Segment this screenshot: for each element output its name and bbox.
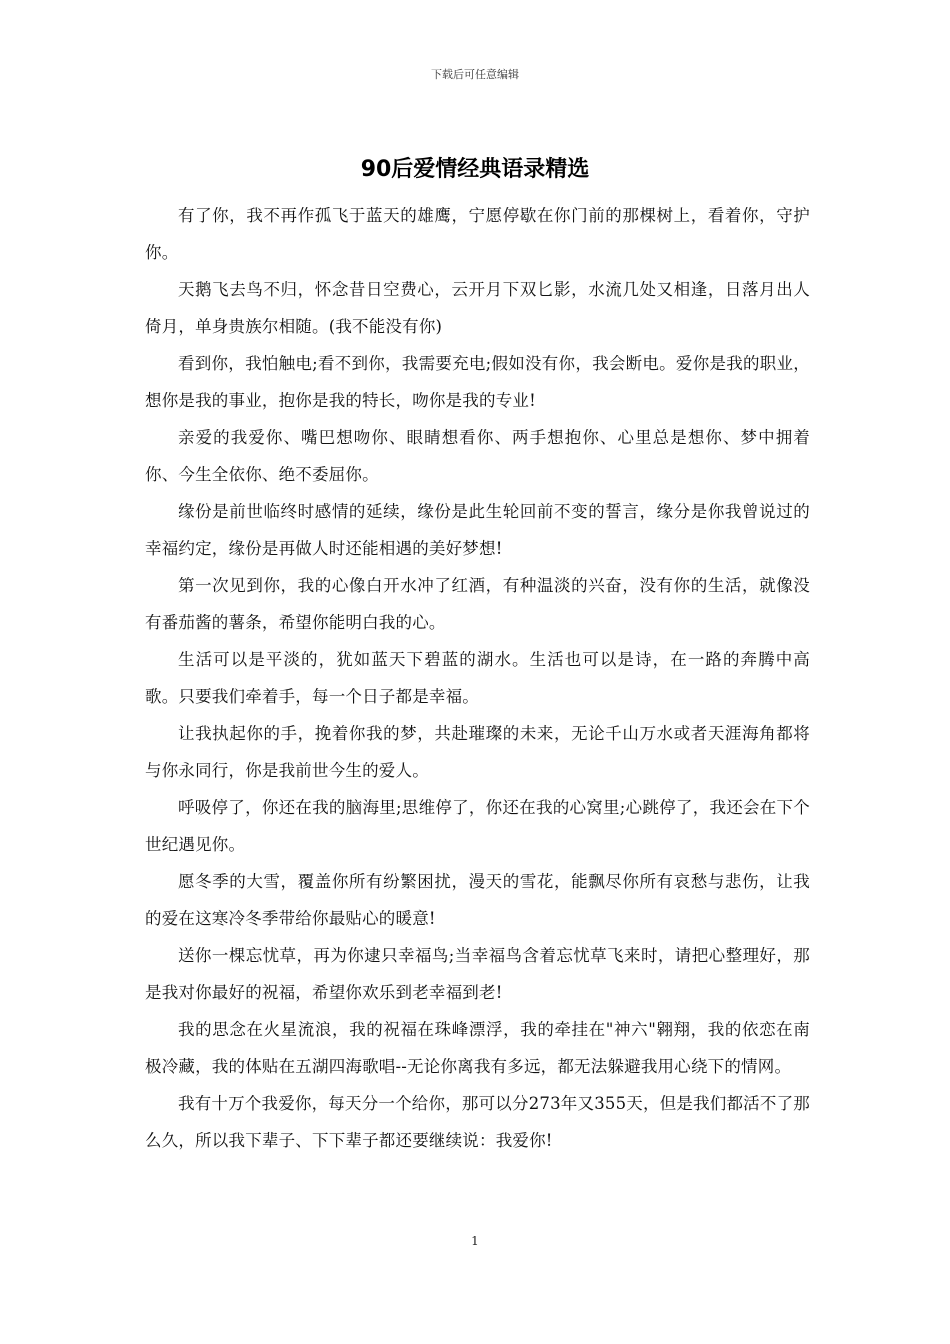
paragraph: 愿冬季的大雪，覆盖你所有纷繁困扰，漫天的雪花，能飘尽你所有哀愁与悲伤，让我的爱在这寒冷冬季带给你最贴心的暖意! [145, 872, 810, 928]
document-body [145, 197, 810, 1159]
paragraph: 天鹅飞去鸟不归，怀念昔日空费心，云开月下双匕影，水流几处又相逢，日落月出人倚月，单身贵族尔相随。(我不能没有你) [145, 280, 810, 336]
paragraph: 我的思念在火星流浪，我的祝福在珠峰漂浮，我的牵挂在"神六"翱翔，我的依恋在南极冷藏，我的体贴在五湖四海歌唱--无论你离我有多远，都无法躲避我用心绕下的情网。 [145, 1020, 810, 1076]
header-note: 下载后可任意编辑 [431, 68, 519, 81]
paragraph: 第一次见到你，我的心像白开水冲了红酒，有种温淡的兴奋，没有你的生活，就像没有番茄酱的薯条，希望你能明白我的心。 [145, 576, 810, 632]
paragraph: 呼吸停了，你还在我的脑海里;思维停了，你还在我的心窝里;心跳停了，我还会在下个世纪遇见你。 [145, 798, 810, 854]
paragraph: 生活可以是平淡的，犹如蓝天下碧蓝的湖水。生活也可以是诗，在一路的奔腾中高歌。只要我们牵着手，每一个日子都是幸福。 [145, 650, 810, 706]
paragraph: 让我执起你的手，挽着你我的梦，共赴璀璨的未来，无论千山万水或者天涯海角都将与你永同行，你是我前世今生的爱人。 [145, 724, 810, 780]
paragraph: 看到你，我怕触电;看不到你，我需要充电;假如没有你，我会断电。爱你是我的职业，想你是我的事业，抱你是我的特长，吻你是我的专业! [145, 354, 810, 410]
page-number: 1 [471, 1234, 479, 1248]
paragraph: 亲爱的我爱你、嘴巴想吻你、眼睛想看你、两手想抱你、心里总是想你、梦中拥着你、今生全依你、绝不委屈你。 [145, 428, 810, 484]
paragraph: 送你一棵忘忧草，再为你逮只幸福鸟;当幸福鸟含着忘忧草飞来时，请把心整理好，那是我对你最好的祝福，希望你欢乐到老幸福到老! [145, 946, 810, 1002]
paragraph: 缘份是前世临终时感情的延续，缘份是此生轮回前不变的誓言，缘分是你我曾说过的幸福约定，缘份是再做人时还能相遇的美好梦想! [145, 502, 810, 558]
paragraph: 有了你，我不再作孤飞于蓝天的雄鹰，宁愿停歇在你门前的那棵树上，看着你，守护你。 [145, 206, 810, 262]
document-title: 90后爱情经典语录精选 [360, 157, 590, 182]
paragraph: 我有十万个我爱你，每天分一个给你，那可以分273年又355天，但是我们都活不了那么久，所以我下辈子、下下辈子都还要继续说：我爱你! [145, 1094, 810, 1150]
